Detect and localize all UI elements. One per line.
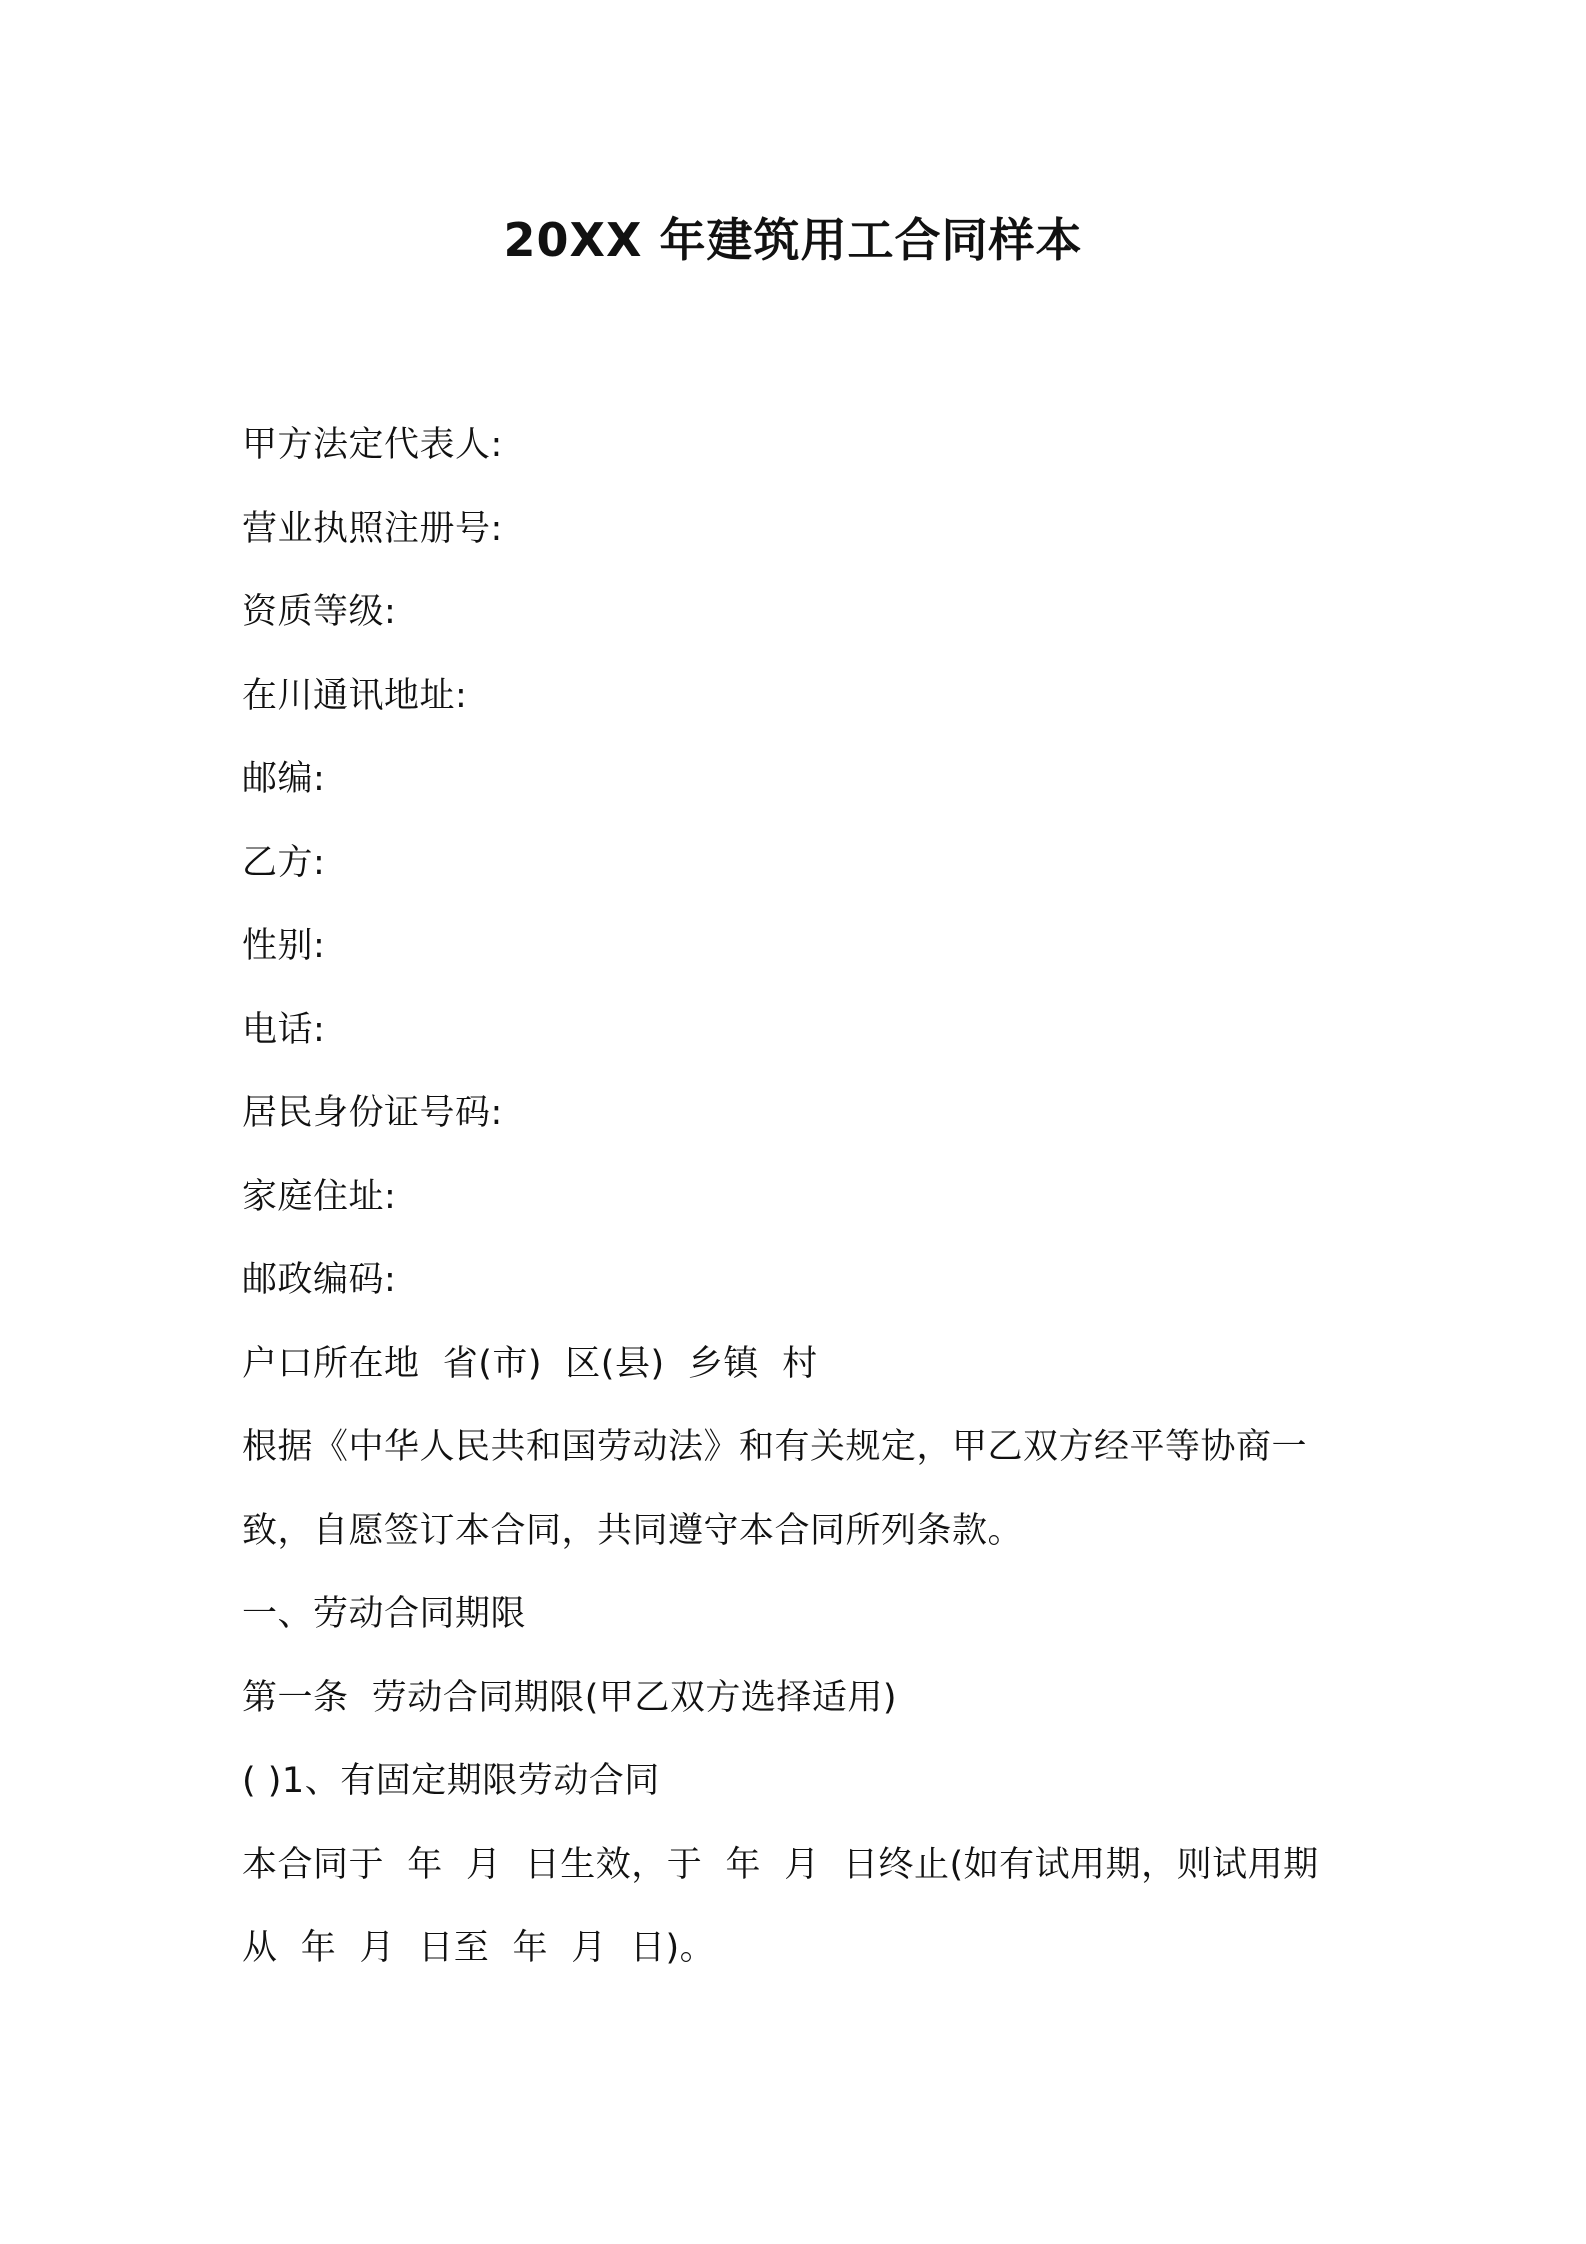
option-fixed-term-contract: ( )1、有固定期限劳动合同 — [242, 1761, 660, 1801]
field-sichuan-address: 在川通讯地址: — [242, 675, 468, 716]
field-home-address: 家庭住址: — [242, 1176, 397, 1217]
paragraph-effective-date-line-2: 从 年 月 日至 年 月 日)。 — [242, 1928, 716, 1968]
field-id-number: 居民身份证号码: — [242, 1093, 503, 1133]
field-postcode: 邮编: — [242, 759, 326, 799]
field-qualification-level: 资质等级: — [242, 592, 397, 632]
section-heading-contract-term: 一、劳动合同期限 — [242, 1594, 527, 1634]
field-postal-code: 邮政编码: — [242, 1260, 397, 1300]
paragraph-preamble-line-2: 致，自愿签订本合同，共同遵守本合同所列条款。 — [242, 1510, 1024, 1551]
field-household-registration: 户口所在地 省(市) 区(县) 乡镇 村 — [242, 1343, 818, 1384]
field-phone: 电话: — [242, 1009, 326, 1050]
field-business-license-number: 营业执照注册号: — [242, 508, 503, 549]
field-gender: 性别: — [242, 926, 326, 966]
paragraph-effective-date-line-1: 本合同于 年 月 日生效，于 年 月 日终止(如有试用期，则试用期 — [242, 1844, 1319, 1885]
document-body — [242, 404, 1352, 1991]
document-title: 20XX 年建筑用工合同样本 — [503, 213, 1083, 267]
article-one-heading: 第一条 劳动合同期限(甲乙双方选择适用) — [242, 1677, 898, 1718]
field-party-b: 乙方: — [242, 842, 326, 883]
paragraph-preamble-line-1: 根据《中华人民共和国劳动法》和有关规定，甲乙双方经平等协商一 — [242, 1427, 1308, 1467]
field-legal-representative: 甲方法定代表人: — [242, 425, 503, 465]
